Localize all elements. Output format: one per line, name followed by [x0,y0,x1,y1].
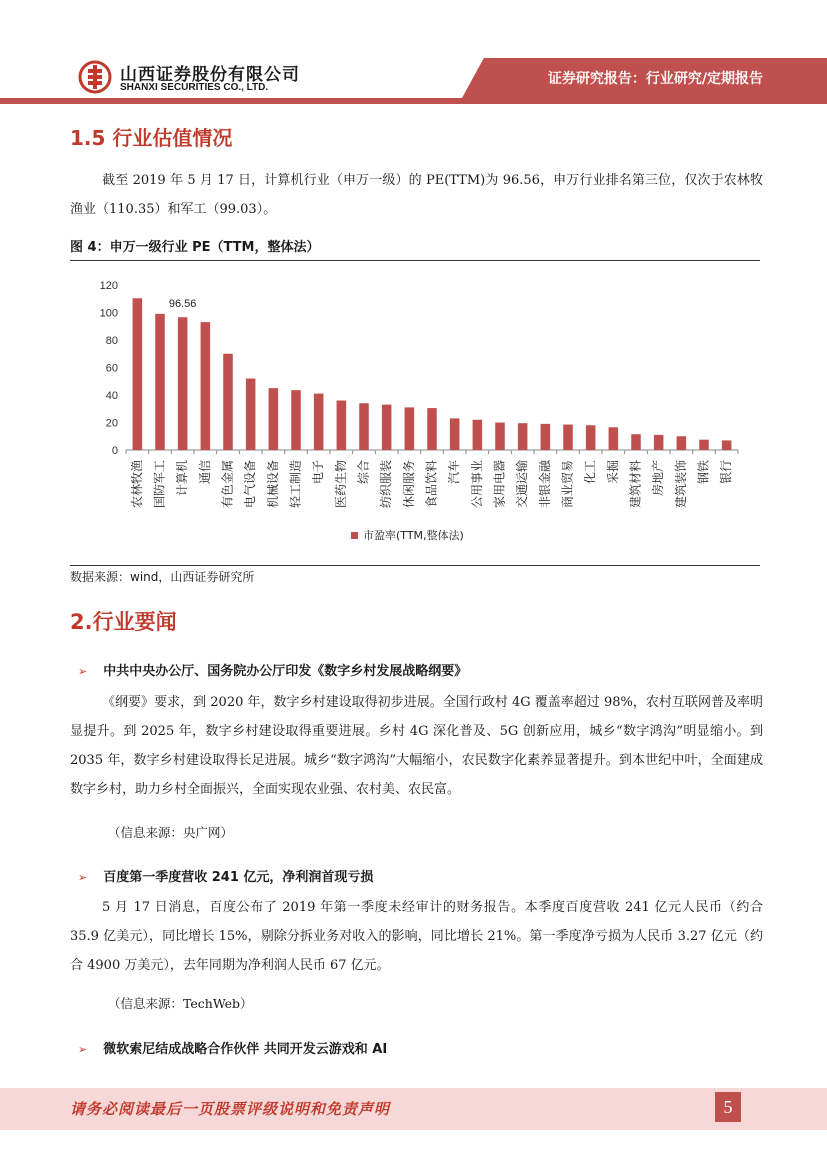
bar-医药生物 [337,401,347,451]
data-label: 96.56 [168,298,197,311]
x-tick-label: 有色金属 [220,460,235,509]
bar-非银金融 [541,424,551,450]
bar-计算机 [178,317,188,450]
news-source-techweb: （信息来源：TechWeb） [108,996,253,1011]
x-tick-label: 通信 [197,460,212,485]
bar-建筑材料 [631,434,641,450]
bar-国防军工 [155,314,165,450]
x-tick-label: 房地产 [651,460,666,497]
bar-综合 [359,403,369,450]
x-tick-label: 电气设备 [243,460,258,509]
y-tick-label: 20 [105,417,118,430]
disclaimer-notice: 请务必阅读最后一页股票评级说明和免责声明 [70,1100,391,1118]
news-title-microsoft-sony: ➢ 微软索尼结成战略合作伙伴 共同开发云游戏和 AI [78,1042,388,1057]
x-tick-label: 综合 [356,460,371,485]
x-tick-label: 休闲服务 [401,460,416,509]
bar-机械设备 [269,388,279,450]
bar-轻工制造 [291,390,301,450]
bar-食品饮料 [427,408,437,450]
bar-电子 [314,394,324,450]
y-tick-label: 60 [105,362,118,375]
x-tick-label: 农林牧渔 [129,460,144,509]
x-tick-label: 建筑材料 [628,460,643,509]
page-number: 5 [715,1092,741,1122]
x-tick-label: 电子 [311,460,326,485]
x-tick-label: 化工 [583,460,598,485]
y-tick-label: 100 [99,307,118,320]
header-divider [0,98,827,104]
report-type: 证券研究报告：行业研究/定期报告 [547,71,763,87]
bar-有色金属 [223,354,233,450]
x-tick-label: 国防军工 [152,460,167,509]
news-title-baidu: ➢ 百度第一季度营收 241 亿元，净利润首现亏损 [78,870,374,885]
industry-pe-bar-chart [70,270,760,565]
y-tick-label: 40 [105,390,118,402]
y-tick-label: 0 [111,445,118,457]
section-title-news: 2.行业要闻 [70,610,177,634]
x-tick-label: 商业贸易 [560,460,575,509]
x-tick-label: 汽车 [447,460,462,485]
x-tick-label: 机械设备 [265,460,280,509]
figure-bottom-rule [70,565,760,566]
company-name-en: SHANXI SECURITIES CO., LTD. [120,82,269,93]
bullet-arrow-icon: ➢ [78,1043,88,1056]
figure-title: 图 4：申万一级行业 PE（TTM，整体法） [70,240,320,255]
bar-房地产 [654,435,664,450]
bar-建筑装饰 [677,436,687,450]
legend-label: 市盈率(TTM,整体法) [363,529,464,542]
shanxi-securities-logo-icon [78,60,112,94]
x-tick-label: 公用事业 [469,460,484,509]
section-title-valuation: 1.5 行业估值情况 [70,126,233,150]
bar-化工 [586,425,596,450]
news-body-baidu: 5 月 17 日消息，百度公布了 2019 年第一季度未经审计的财务报告。本季度百度营收 241 亿元人民币（约合 35.9 亿美元），同比增长 15%，剔除分拆业务对收入的影响，同比增长 21%。第一季度净亏损为人民币 3.27 亿元（约合 4900 万美元），去年同期为净利润人民币 67 亿元。 [70,900,763,973]
x-tick-label: 计算机 [175,460,190,497]
x-tick-label: 轻工制造 [288,460,303,509]
bar-电气设备 [246,379,256,451]
bar-纺织服装 [382,405,392,450]
y-tick-label: 80 [105,335,118,347]
news-title-digital-village: ➢ 中共中央办公厅、国务院办公厅印发《数字乡村发展战略纲要》 [78,664,468,679]
bar-公用事业 [473,420,483,450]
bar-银行 [722,440,732,450]
x-tick-label: 食品饮料 [424,460,439,509]
company-name-cn: 山西证券股份有限公司 [120,65,300,85]
bar-钢铁 [699,440,709,450]
x-tick-label: 医药生物 [333,460,348,509]
x-tick-label: 非银金融 [537,460,552,509]
bar-农林牧渔 [133,298,143,450]
x-tick-label: 交通运输 [515,460,530,509]
bullet-arrow-icon: ➢ [78,665,88,678]
x-tick-label: 银行 [719,460,734,485]
bar-汽车 [450,418,460,450]
bar-休闲服务 [405,407,415,450]
bullet-arrow-icon: ➢ [78,871,88,884]
x-tick-label: 纺织服装 [379,460,394,509]
data-source: 数据来源：wind，山西证券研究所 [70,570,255,584]
legend-swatch [351,532,358,539]
x-tick-label: 采掘 [605,460,620,485]
x-tick-label: 钢铁 [696,460,711,485]
bar-交通运输 [518,423,528,450]
x-tick-label: 建筑装饰 [673,460,688,509]
news-source-cnr: （信息来源：央广网） [108,825,234,840]
figure-top-rule [70,260,760,261]
bar-商业贸易 [563,425,573,450]
bar-采掘 [609,427,619,450]
news-body-digital-village: 《纲要》要求，到 2020 年，数字乡村建设取得初步进展。全国行政村 4G 覆盖率超过 98%，农村互联网普及率明显提升。到 2025 年，数字乡村建设取得重要进展。乡村 4G 深化普及、5G 创新应用，城乡“数字鸿沟”明显缩小。到 2035 年，数字乡村建设取得长足进展。城乡“数字鸿沟”大幅缩小，农民数字化素养显著提升。到本世纪中叶，全面建成数字乡村，助力乡村全面振兴，全面实现农业强、农村美、农民富。 [70,695,763,797]
bar-通信 [201,322,211,450]
y-tick-label: 120 [99,280,118,292]
x-tick-label: 家用电器 [492,460,507,509]
page-header [0,0,827,104]
valuation-paragraph: 截至 2019 年 5 月 17 日，计算机行业（申万一级）的 PE(TTM)为 96.56，申万行业排名第三位，仅次于农林牧渔业（110.35）和军工（99.03）。 [70,173,763,217]
bar-家用电器 [495,423,505,451]
